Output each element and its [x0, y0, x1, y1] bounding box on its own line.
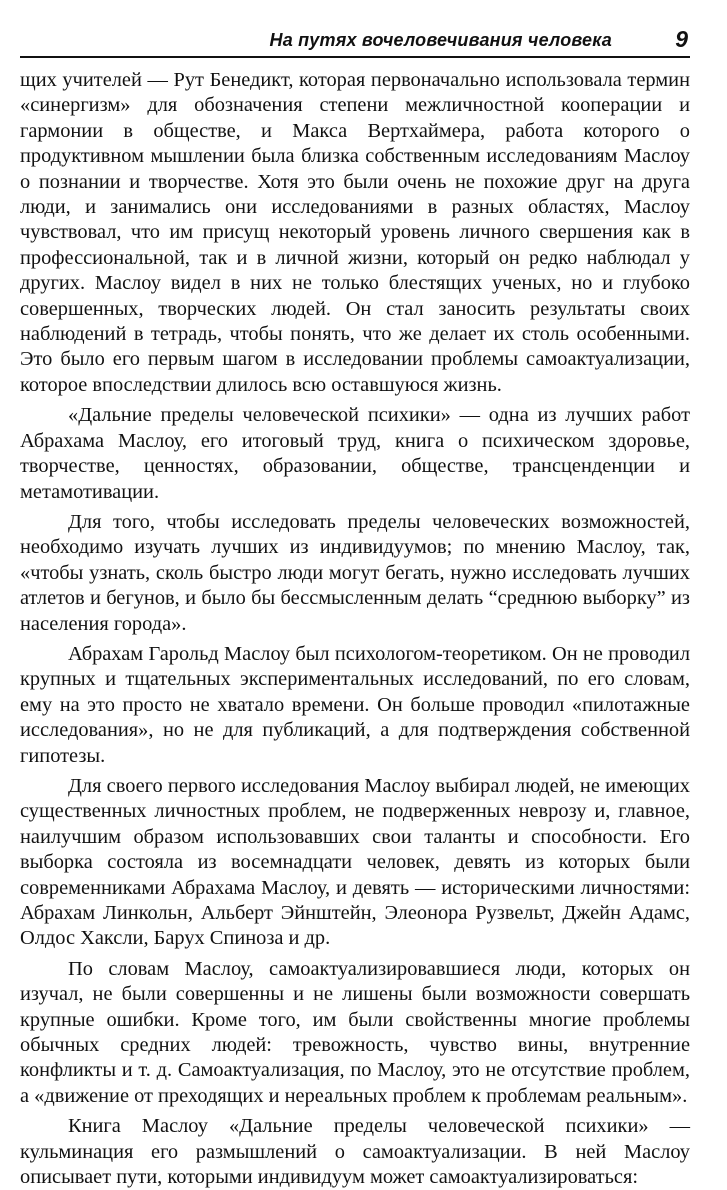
paragraph: По словам Маслоу, самоактуализировавшиеся люди, которых он изучал, не были совершенны и не лишены были возможности совершать крупные ошибки. Кроме того, им были свойственны многие проблемы обычных средних людей: тревожность, чувство вины, внутренние конфликты и т. д. Самоактуализация, по Маслоу, это не отсутствие проблем, а «движение от преходящих и нереальных проблем к проблемам реальным». — [20, 957, 690, 1107]
paragraph: Книга Маслоу «Дальние пределы человеческой психики» — кульминация его размышлений о самоактуализации. В ней Маслоу описывает пути, которыми индивидуум может самоактуализироваться: — [20, 1115, 690, 1189]
page-number: 9 — [675, 26, 688, 52]
book-page — [20, 18, 690, 1189]
running-header-title: На путях вочеловечивания человека — [269, 30, 612, 50]
running-header — [20, 18, 690, 58]
body-text — [20, 68, 690, 1190]
paragraph: Для своего первого исследования Маслоу выбирал людей, не имеющих существенных личностных проблем, не подверженных неврозу и, главное, наилучшим образом использовавших свои таланты и способности. Его выборка состояла из восемнадцати человек, девять из которых были современниками Абрахама Маслоу, и девять — историческими личностями: Абрахам Линкольн, Альберт Эйнштейн, Элеонора Рузвельт, Джейн Адамс, Олдос Хаксли, Барух Спиноза и др. — [20, 774, 690, 950]
paragraph: Абрахам Гарольд Маслоу был психологом-теоретиком. Он не проводил крупных и тщательных экспериментальных исследований, по его словам, ему на это просто не хватало времени. Он больше проводил «пилотажные исследования», но не для публикаций, а для подтверждения собственной гипотезы. — [20, 642, 690, 767]
paragraph: Для того, чтобы исследовать пределы человеческих возможностей, необходимо изучать лучших из индивидуумов; по мнению Маслоу, так, «чтобы узнать, сколь быстро люди могут бегать, нужно исследовать лучших атлетов и бегунов, и было бы бессмысленным делать “среднюю выборку” из населения города». — [20, 510, 690, 635]
paragraph: «Дальние пределы человеческой психики» — одна из лучших работ Абрахама Маслоу, его итоговый труд, книга о психическом здоровье, творчестве, ценностях, образовании, обществе, трансценденции и метамотивации. — [20, 404, 690, 503]
paragraph-continuation: щих учителей — Рут Бенедикт, которая первоначально использовала термин «синергизм» для обозначения степени межличностной кооперации и гармонии в обществе, и Макса Вертхаймера, работа которого о продуктивном мышлении была близка собственным исследованиям Маслоу о познании и творчестве. Хотя это были очень не похожие друг на друга люди, и занимались они исследованиями в разных областях, Маслоу чувствовал, что им присущ некоторый уровень личного свершения как в профессиональной, так и в личной жизни, который он редко наблюдал у других. Маслоу видел в них не только блестящих ученых, но и глубоко совершенных, творческих людей. Он стал заносить результаты своих наблюдений в тетрадь, чтобы понять, что же делает их столь особенными. Это было его первым шагом в исследовании проблемы самоактуализации, которое впоследствии длилось всю оставшуюся жизнь. — [20, 69, 690, 396]
